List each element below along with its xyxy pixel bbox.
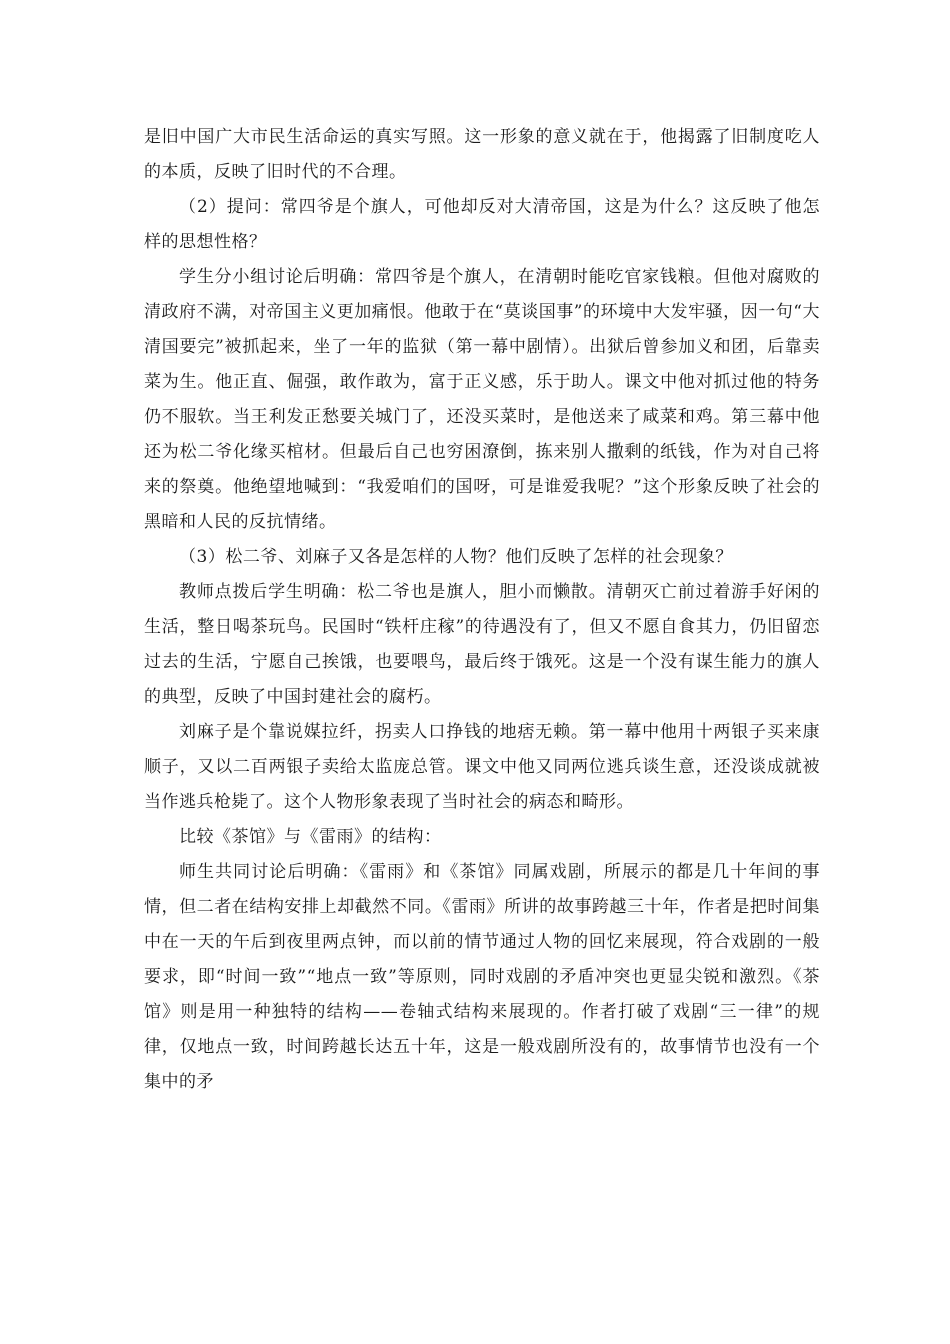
- paragraph-3: 学生分小组讨论后明确：常四爷是个旗人，在清朝时能吃官家钱粮。但他对腐败的清政府不满，对帝国主义更加痛恨。他敢于在“莫谈国事”的环境中大发牢骚，因一句“大清国要完”被抓起来，坐了一年的监狱（第一幕中剧情）。出狱后曾参加义和团，后靠卖菜为生。他正直、倔强，敢作敢为，富于正义感，乐于助人。课文中他对抓过他的特务仍不服软。当王利发正愁要关城门了，还没买菜时，是他送来了咸菜和鸡。第三幕中他还为松二爷化缘买棺材。但最后自己也穷困潦倒，拣来别人撒剩的纸钱，作为对自己将来的祭奠。他绝望地喊到：“我爱咱们的国呀，可是谁爱我呢？”这个形象反映了社会的黑暗和人民的反抗情绪。: [144, 267, 820, 532]
- paragraph-7-heading: 比较《茶馆》与《雷雨》的结构：: [179, 827, 442, 847]
- paragraph-5: 教师点拨后学生明确：松二爷也是旗人，胆小而懒散。清朝灭亡前过着游手好闲的生活，整日喝茶玩鸟。民国时“铁杆庄稼”的待遇没有了，但又不愿自食其力，仍旧留恋过去的生活，宁愿自己挨饿，也要喂鸟，最后终于饿死。这是一个没有谋生能力的旗人的典型，反映了中国封建社会的腐朽。: [144, 582, 820, 707]
- paragraph-1: 是旧中国广大市民生活命运的真实写照。这一形象的意义就在于，他揭露了旧制度吃人的本质，反映了旧时代的不合理。: [144, 127, 820, 182]
- paragraph-4-question: （3）松二爷、刘麻子又各是怎样的人物？他们反映了怎样的社会现象？: [179, 547, 733, 567]
- paragraph-6: 刘麻子是个靠说媒拉纤，拐卖人口挣钱的地痞无赖。第一幕中他用十两银子买来康顺子，又以二百两银子卖给太监庞总管。课文中他又同两位逃兵谈生意，还没谈成就被当作逃兵枪毙了。这个人物形象表现了当时社会的病态和畸形。: [144, 722, 820, 812]
- document-body: [144, 120, 820, 1100]
- paragraph-2-question: （2）提问：常四爷是个旗人，可他却反对大清帝国，这是为什么？这反映了他怎样的思想性格？: [144, 197, 820, 252]
- paragraph-8: 师生共同讨论后明确：《雷雨》和《茶馆》同属戏剧，所展示的都是几十年间的事情，但二者在结构安排上却截然不同。《雷雨》所讲的故事跨越三十年，作者是把时间集中在一天的午后到夜里两点钟，而以前的情节通过人物的回忆来展现，符合戏剧的一般要求，即“时间一致”“地点一致”等原则，同时戏剧的矛盾冲突也更显尖锐和激烈。《茶馆》则是用一种独特的结构——卷轴式结构来展现的。作者打破了戏剧“三一律”的规律，仅地点一致，时间跨越长达五十年，这是一般戏剧所没有的，故事情节也没有一个集中的矛: [144, 862, 820, 1092]
